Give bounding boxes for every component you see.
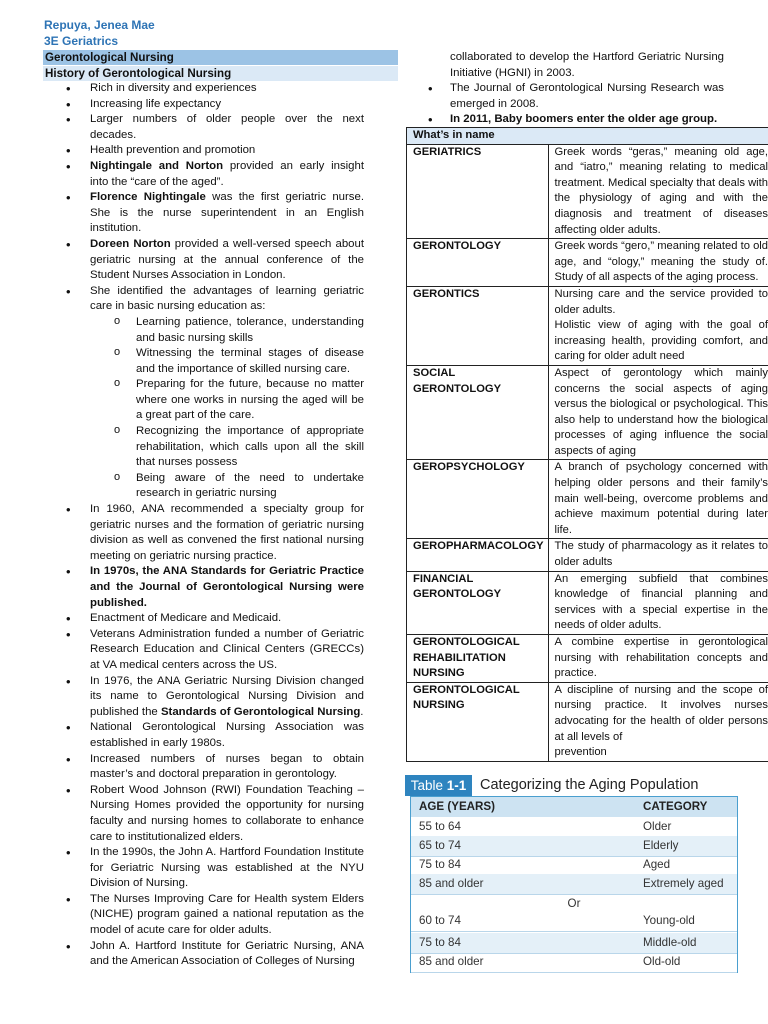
table-row (407, 144, 768, 239)
table-row (407, 571, 768, 634)
sub-bullet-item: o Preparing for the future, because no matter where one works in nursing the aged will be a great part of the care. (44, 377, 364, 424)
table-row (411, 933, 737, 954)
class-name: 3E Geriatrics (44, 34, 119, 48)
definition-cell: A branch of psychology concerned with helping older persons and their family’s main well-being, overcome problems and achieve maximum potential during later life. (548, 460, 768, 539)
table-tag-prefix: Table (410, 778, 443, 793)
definition-cell: An emerging subfield that combines knowledge of financial planning and services with a special expertise in the needs of older adults. (548, 571, 768, 634)
sub-bullet-item: o Learning patience, tolerance, understanding and basic nursing skills (44, 315, 364, 346)
age-cell: 75 to 84 (419, 936, 461, 949)
bullet-item: • The Nurses Improving Care for Health system Elders (NICHE) program gained a national reputation as the model of acute care for older adults. (44, 892, 364, 939)
term-cell: GERONTICS (407, 286, 549, 365)
category-cell: Old-old (643, 955, 681, 968)
bullet-item: • Doreen Norton provided a well-versed speech about geriatric nursing at the annual conference of the Student Nurses Association in London. (44, 237, 364, 284)
bullet-item: • Florence Nightingale was the first geriatric nurse. She is the nurse superintendent in an English institution. (44, 190, 364, 237)
definition-cell: Greek words “gero,” meaning related to old age, and “ology,” meaning the study of. Study of all aspects of the aging process. (548, 239, 768, 287)
table-row (411, 911, 737, 932)
category-cell: Older (643, 820, 672, 833)
term-cell: GERIATRICS (407, 144, 549, 239)
term-cell: GERONTOLOGICAL REHABILITATION NURSING (407, 635, 549, 683)
term-cell: GEROPSYCHOLOGY (407, 460, 549, 539)
left-column (44, 81, 364, 970)
aging-population-table (410, 796, 738, 973)
table-row (407, 460, 768, 539)
right-bullet-list (404, 81, 724, 128)
sub-bullet-item: o Recognizing the importance of appropriate rehabilitation, which calls upon all the skill that nurses possess (44, 424, 364, 471)
table-row (411, 874, 737, 895)
table-number-tag (405, 775, 472, 796)
category-column-header: CATEGORY (643, 800, 708, 813)
table-row (411, 855, 737, 876)
term-cell: GEROPHARMACOLOGY (407, 539, 549, 571)
continued-bullet-text: collaborated to develop the Hartford Geriatric Nursing Initiative (HGNI) in 2003. (450, 51, 724, 79)
bullet-item: • Rich in diversity and experiences (44, 81, 364, 97)
category-cell: Middle-old (643, 936, 697, 949)
category-cell: Aged (643, 858, 671, 871)
term-cell: GERONTOLOGY (407, 239, 549, 287)
bullet-item: • Robert Wood Johnson (RWI) Foundation Teaching – Nursing Homes provided the opportunity for nursing faculty and nursing homes to collaborate to enhance care to institutionalized elders. (44, 783, 364, 845)
age-cell: 65 to 74 (419, 839, 461, 852)
table-caption: Categorizing the Aging Population (480, 777, 699, 793)
bullet-item: • In 1960, ANA recommended a specialty group for geriatric nurses and the formation of geriatric nursing division as well as convened the first national nursing meeting on geriatric nursing practice. (44, 502, 364, 564)
age-cell: 75 to 84 (419, 858, 461, 871)
history-bullet-list (44, 81, 364, 970)
bullet-item: • Veterans Administration funded a number of Geriatric Research Education and Clinical Centers (GRECCs) at VA medical centers across the US. (44, 627, 364, 674)
table-row (407, 539, 768, 571)
aging-table-header-row (411, 797, 737, 817)
age-cell: 85 and older (419, 955, 484, 968)
age-column-header: AGE (YEARS) (419, 800, 496, 813)
bullet-item: • In 2011, Baby boomers enter the older age group. (404, 112, 724, 128)
bullet-item: • She identified the advantages of learning geriatric care in basic nursing education as: (44, 284, 364, 315)
sub-bullet-item: o Witnessing the terminal stages of disease and the importance of skilled nursing care. (44, 346, 364, 377)
bullet-item: • In 1970s, the ANA Standards for Geriatric Practice and the Journal of Gerontological Nursing were published. (44, 564, 364, 611)
bullet-item: • Larger numbers of older people over the next decades. (44, 112, 364, 143)
age-cell: 55 to 64 (419, 820, 461, 833)
table-tag-number: 1-1 (446, 778, 467, 793)
definition-cell: Aspect of gerontology which mainly concerns the social aspects of aging versus the biological or psychological. This also help to understand how the biological processes of aging influence the social aspects of aging (548, 365, 768, 460)
bullet-item: • The Journal of Gerontological Nursing Research was emerged in 2008. (404, 81, 724, 112)
bullet-item: • In 1976, the ANA Geriatric Nursing Division changed its name to Gerontological Nursing Division and published the Standards of Gerontological Nursing. (44, 674, 364, 721)
right-column-top (404, 50, 724, 128)
section-heading: History of Gerontological Nursing (43, 66, 398, 81)
definition-cell: Greek words “geras,” meaning old age, and “iatro,” meaning relating to medical treatment. Medical specialty that deals with the physiology of aging and with the diagnosis and treatment of diseases affecting older adults. (548, 144, 768, 239)
table-row (407, 286, 768, 365)
bullet-item: • Nightingale and Norton provided an early insight into the “care of the aged”. (44, 159, 364, 190)
table-row (411, 836, 737, 857)
table-row (411, 817, 737, 838)
definition-cell: A discipline of nursing and the scope of nursing practice. It involves nurses advocating for the health of older persons at all levels of prevention (548, 682, 768, 761)
age-cell: 60 to 74 (419, 914, 461, 927)
definition-cell: A combine expertise in gerontological nursing with rehabilitation concepts and practice. (548, 635, 768, 683)
bullet-item: • Increased numbers of nurses began to obtain master’s and doctoral preparation in gerontology. (44, 752, 364, 783)
table-row (407, 635, 768, 683)
or-separator: Or (567, 897, 581, 910)
table-row (407, 682, 768, 761)
bullet-item: • Increasing life expectancy (44, 97, 364, 113)
bullet-item: • Enactment of Medicare and Medicaid. (44, 611, 364, 627)
bullet-item: • National Gerontological Nursing Association was established in early 1980s. (44, 720, 364, 751)
category-cell: Young-old (643, 914, 695, 927)
bullet-item: • In the 1990s, the John A. Hartford Foundation Institute for Geriatric Nursing was established at the NYU Division of Nursing. (44, 845, 364, 892)
table-header-row (407, 128, 768, 145)
bullet-item: • Health prevention and promotion (44, 143, 364, 159)
table-row (407, 365, 768, 460)
whats-in-name-table (406, 127, 768, 762)
table-row (411, 952, 737, 973)
sub-bullet-item: o Being aware of the need to undertake research in geriatric nursing (44, 471, 364, 502)
topic-heading: Gerontological Nursing (43, 50, 398, 65)
table-row (407, 239, 768, 287)
definition-cell: The study of pharmacology as it relates to older adults (548, 539, 768, 571)
bullet-item: • John A. Hartford Institute for Geriatric Nursing, ANA and the American Association of Colleges of Nursing (44, 939, 364, 970)
category-cell: Elderly (643, 839, 679, 852)
author-name: Repuya, Jenea Mae (44, 18, 155, 32)
age-cell: 85 and older (419, 877, 484, 890)
category-cell: Extremely aged (643, 877, 724, 890)
table-header-cell: What’s in name (407, 128, 768, 145)
term-cell: SOCIAL GERONTOLOGY (407, 365, 549, 460)
definition-cell: Nursing care and the service provided to older adults. Holistic view of aging with the goal of increasing health, providing comfort, and caring for older adult need (548, 286, 768, 365)
term-cell: GERONTOLOGICAL NURSING (407, 682, 549, 761)
term-cell: FINANCIAL GERONTOLOGY (407, 571, 549, 634)
